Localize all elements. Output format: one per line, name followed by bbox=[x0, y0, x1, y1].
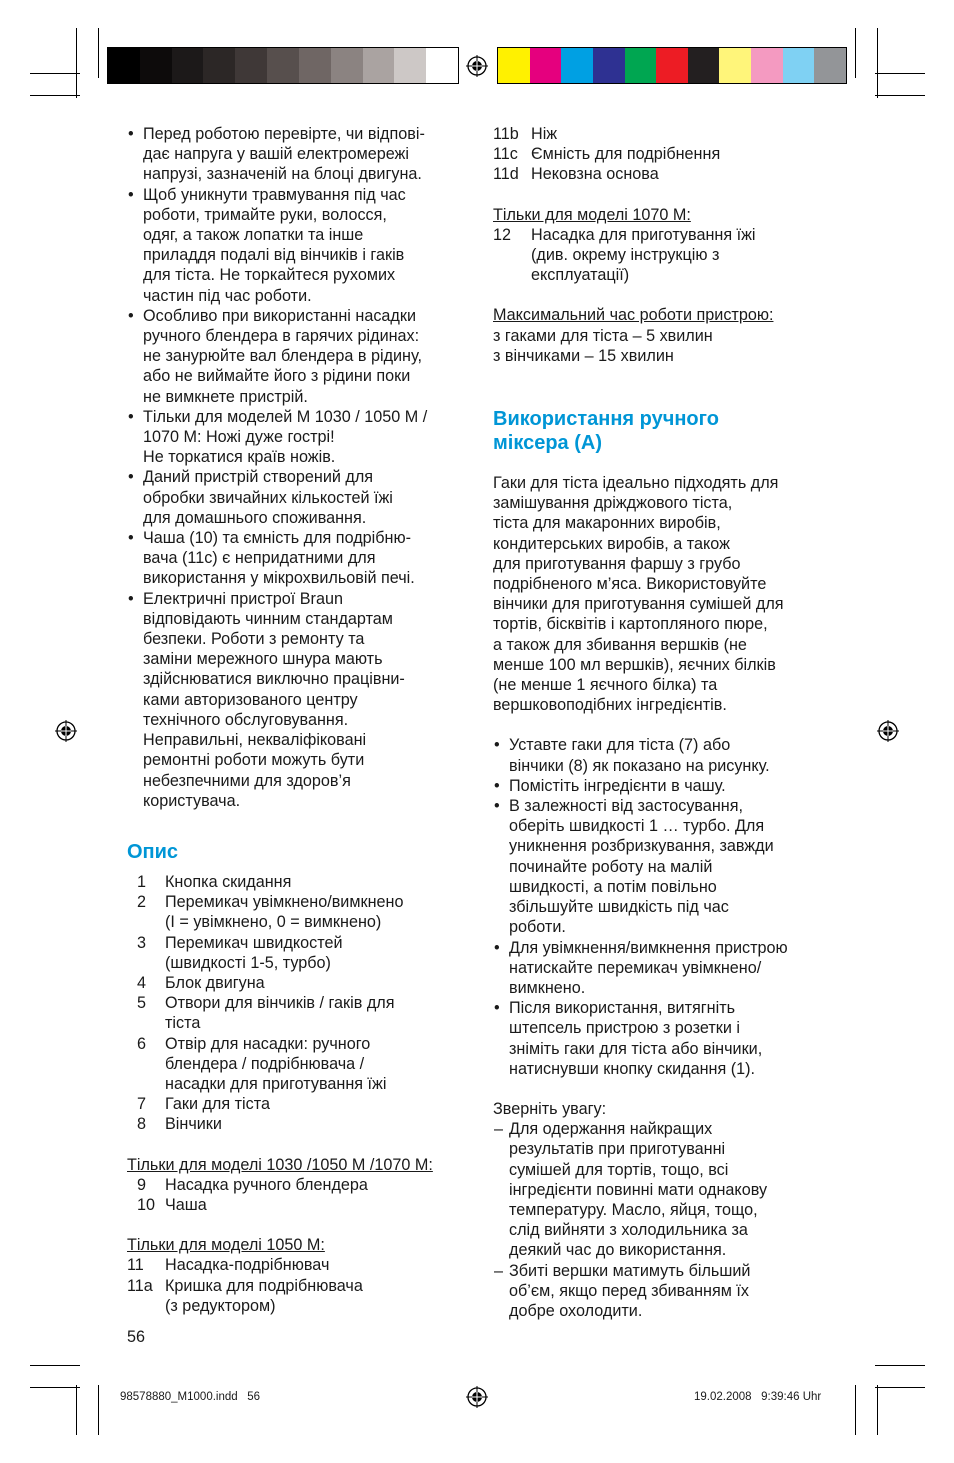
process-color-bar bbox=[497, 47, 847, 84]
bullet-item: • Чаша (10) та ємність для подрібню- вача (11c) є непридатними для використання у мікрохвильовій печі. bbox=[127, 528, 467, 589]
color-swatch bbox=[267, 48, 299, 83]
item-text: Насадка-подрібнювач bbox=[165, 1256, 330, 1275]
crop-mark bbox=[855, 1385, 856, 1435]
list-item bbox=[127, 1255, 467, 1275]
crop-mark bbox=[855, 28, 856, 78]
color-swatch bbox=[108, 48, 140, 83]
item-text: Отвір для насадки: ручного блендера / подрібнювача / насадки для приготування їжі bbox=[165, 1034, 387, 1093]
intro-paragraph: Гаки для тіста ідеально підходять для замішування дріжджового тіста, тіста для макаронних виробів, кондитерських виробів, а також для приготування фаршу з грубо подрібненого м’яса. Використовуйте вінчики для приготування сумішей для тортів, бісквітів і картопляного пюре, а також для збивання вершків (не менше 100 мл вершків), яєчних білків (не менше 1 яєчного білка) та вершковоподібних інгредієнтів. bbox=[493, 474, 784, 715]
color-swatch bbox=[688, 48, 720, 83]
item-number: 3 bbox=[137, 933, 147, 952]
item-text: Насадка для приготування їжі (див. окрему інструкцію з експлуатації) bbox=[531, 225, 756, 285]
item-text: Нековзна основа bbox=[531, 165, 659, 184]
item-text: Насадка ручного блендера bbox=[165, 1175, 368, 1194]
note-label: Зверніть увагу: bbox=[493, 1099, 607, 1118]
safety-bullet-list bbox=[127, 124, 467, 811]
crop-mark bbox=[98, 28, 99, 78]
item-number: 4 bbox=[137, 973, 147, 992]
item-number: 1 bbox=[137, 872, 147, 891]
list-item bbox=[493, 144, 833, 164]
list-item bbox=[127, 1276, 467, 1316]
item-number: 11b bbox=[493, 125, 519, 143]
item-text: Вінчики bbox=[165, 1115, 222, 1134]
step-item: • В залежності від застосування, оберіть швидкості 1 … турбо. Для уникнення розбризкування, завжди починайте роботу на малій швидкості, а потім повільно збільшуйте швидкість під час роботи. bbox=[493, 796, 833, 937]
item-number: 10 bbox=[137, 1195, 156, 1214]
bullet-item: • Даний пристрій створений для обробки звичайних кількостей їжі для домашнього споживання. bbox=[127, 467, 467, 528]
step-item: • Помістіть інгредієнти в чашу. bbox=[493, 776, 833, 796]
notes-list bbox=[493, 1119, 833, 1321]
group-label: Тільки для моделі 1070 M: bbox=[493, 205, 691, 224]
item-text: Кнопка скидання bbox=[165, 872, 292, 891]
item-text: Отвори для вінчиків / гаків для тіста bbox=[165, 994, 395, 1033]
list-item bbox=[127, 1114, 467, 1134]
item-number: 11 bbox=[127, 1256, 144, 1275]
parts-list bbox=[127, 1175, 467, 1215]
right-column bbox=[493, 124, 833, 1321]
parts-list bbox=[127, 1255, 467, 1316]
item-number: 11a bbox=[127, 1276, 153, 1295]
note-item: – Збиті вершки матимуть більший об’єм, якщо перед збиванням їх добре охолодити. bbox=[493, 1261, 833, 1322]
parts-list bbox=[127, 872, 467, 1135]
item-text: Перемикач швидкостей (швидкості 1-5, турбо) bbox=[165, 933, 343, 972]
registration-mark-icon bbox=[55, 720, 77, 742]
crop-mark bbox=[98, 1385, 99, 1435]
list-item bbox=[127, 973, 467, 993]
list-item bbox=[127, 1094, 467, 1114]
bullet-item: • Щоб уникнути травмування під час роботи, тримайте руки, волосся, одяг, а також лопатки та інше приладдя подалі від вінчиків і гаків для тіста. Не торкайтеся рухомих частин під час роботи. bbox=[127, 185, 467, 306]
color-swatch bbox=[426, 48, 458, 83]
crop-mark bbox=[76, 28, 77, 98]
list-item bbox=[127, 1034, 467, 1095]
bullet-item: • Особливо при використанні насадки ручного блендера в гарячих рідинах: не занурюйте вал блендера в рідину, або не виймайте його з рідини поки не вимкнете пристрій. bbox=[127, 306, 467, 407]
color-swatch bbox=[814, 48, 846, 83]
crop-mark bbox=[877, 1385, 878, 1435]
crop-mark bbox=[30, 1387, 80, 1388]
grayscale-color-bar bbox=[107, 47, 459, 84]
step-item: • Для увімкнення/вимкнення пристрою натискайте перемикач увімкнено/ вимкнено. bbox=[493, 938, 833, 999]
list-item bbox=[127, 872, 467, 892]
crop-mark bbox=[875, 73, 925, 74]
color-swatch bbox=[656, 48, 688, 83]
item-text: Перемикач увімкнено/вимкнено (I = увімкнено, 0 = вимкнено) bbox=[165, 893, 404, 932]
section-title-mixer: Використання ручного міксера (A) bbox=[493, 408, 719, 455]
color-swatch bbox=[530, 48, 562, 83]
color-swatch bbox=[172, 48, 204, 83]
list-item bbox=[127, 1175, 467, 1195]
parts-list bbox=[493, 225, 833, 286]
footer-file-info: 98578880_M1000.indd 56 bbox=[120, 1391, 261, 1403]
item-text: Гаки для тіста bbox=[165, 1095, 270, 1114]
color-swatch bbox=[363, 48, 395, 83]
note-item: – Для одержання найкращих результатів при приготуванні сумішей для тортів, тощо, всі інгредієнти повинні мати однакову температуру. Масло, яйця, тощо, слід вийняти з холодильника за деякий час до використання. bbox=[493, 1119, 833, 1260]
list-item bbox=[127, 1195, 467, 1215]
max-time-text: з гаками для тіста – 5 хвилин з вінчиками – 15 хвилин bbox=[493, 326, 713, 365]
crop-mark bbox=[875, 95, 925, 96]
crop-mark bbox=[30, 73, 80, 74]
crop-mark bbox=[30, 95, 80, 96]
group-label: Тільки для моделі 1050 M: bbox=[127, 1236, 325, 1255]
usage-steps-list bbox=[493, 735, 833, 1078]
page-number: 56 bbox=[127, 1328, 146, 1346]
crop-mark bbox=[875, 1365, 925, 1366]
color-swatch bbox=[751, 48, 783, 83]
item-number: 9 bbox=[137, 1175, 147, 1194]
crop-mark bbox=[30, 1365, 80, 1366]
color-swatch bbox=[783, 48, 815, 83]
step-item: • Після використання, витягніть штепсель пристрою з розетки і зніміть гаки для тіста або вінчики, натиснувши кнопку скидання (1). bbox=[493, 998, 833, 1079]
color-swatch bbox=[203, 48, 235, 83]
registration-mark-icon bbox=[877, 720, 899, 742]
step-item: • Уставте гаки для тіста (7) або вінчики (8) як показано на рисунку. bbox=[493, 735, 833, 775]
color-swatch bbox=[593, 48, 625, 83]
left-column bbox=[127, 124, 467, 1316]
max-time-label: Максимальний час роботи пристрою: bbox=[493, 306, 774, 325]
bullet-item: • Електричні пристрої Braun відповідають чинним стандартам безпеки. Роботи з ремонту та заміни мережного шнура мають здійснюватися виключно працівни- ками авторизованого центру технічного обслуговування. Неправильні, некваліфіковані ремонтні роботи можуть бути небезпечними для здоров’я користувача. bbox=[127, 589, 467, 811]
list-item bbox=[493, 225, 833, 286]
crop-mark bbox=[76, 1385, 77, 1435]
item-text: Кришка для подрібнювача (з редуктором) bbox=[165, 1276, 363, 1315]
crop-mark bbox=[877, 28, 878, 98]
item-text: Ємність для подрібнення bbox=[531, 145, 721, 164]
color-swatch bbox=[299, 48, 331, 83]
color-swatch bbox=[625, 48, 657, 83]
item-text: Чаша bbox=[165, 1195, 207, 1214]
bullet-item: • Тільки для моделей M 1030 / 1050 M / 1070 M: Ножі дуже гострі! Не торкатися країв ножів. bbox=[127, 407, 467, 468]
crop-mark bbox=[875, 1387, 925, 1388]
item-number: 6 bbox=[137, 1034, 147, 1053]
list-item bbox=[493, 124, 833, 144]
bullet-item: • Перед роботою перевірте, чи відпові- дає напруга у вашій електромережі напрузі, зазначеній на блоці двигуна. bbox=[127, 124, 467, 185]
registration-mark-icon bbox=[466, 55, 488, 77]
item-number: 5 bbox=[137, 994, 147, 1013]
color-swatch bbox=[394, 48, 426, 83]
color-swatch bbox=[719, 48, 751, 83]
list-item bbox=[127, 993, 467, 1033]
list-item bbox=[127, 933, 467, 973]
color-swatch bbox=[498, 48, 530, 83]
color-swatch bbox=[235, 48, 267, 83]
item-number: 12 bbox=[493, 225, 512, 244]
parts-list bbox=[493, 124, 833, 185]
group-label: Тільки для моделі 1030 /1050 M /1070 M: bbox=[127, 1155, 433, 1174]
list-item bbox=[127, 892, 467, 932]
item-text: Блок двигуна bbox=[165, 973, 265, 992]
color-swatch bbox=[140, 48, 172, 83]
footer-timestamp: 19.02.2008 9:39:46 Uhr bbox=[694, 1391, 822, 1403]
section-title-description: Опис bbox=[127, 840, 179, 863]
registration-mark-icon bbox=[466, 1386, 488, 1408]
item-number: 7 bbox=[137, 1095, 147, 1114]
item-number: 11c bbox=[493, 145, 518, 164]
item-number: 2 bbox=[137, 893, 147, 912]
item-number: 8 bbox=[137, 1115, 147, 1134]
color-swatch bbox=[561, 48, 593, 83]
color-swatch bbox=[331, 48, 363, 83]
item-text: Ніж bbox=[531, 125, 558, 143]
item-number: 11d bbox=[493, 165, 519, 184]
list-item bbox=[493, 164, 833, 184]
